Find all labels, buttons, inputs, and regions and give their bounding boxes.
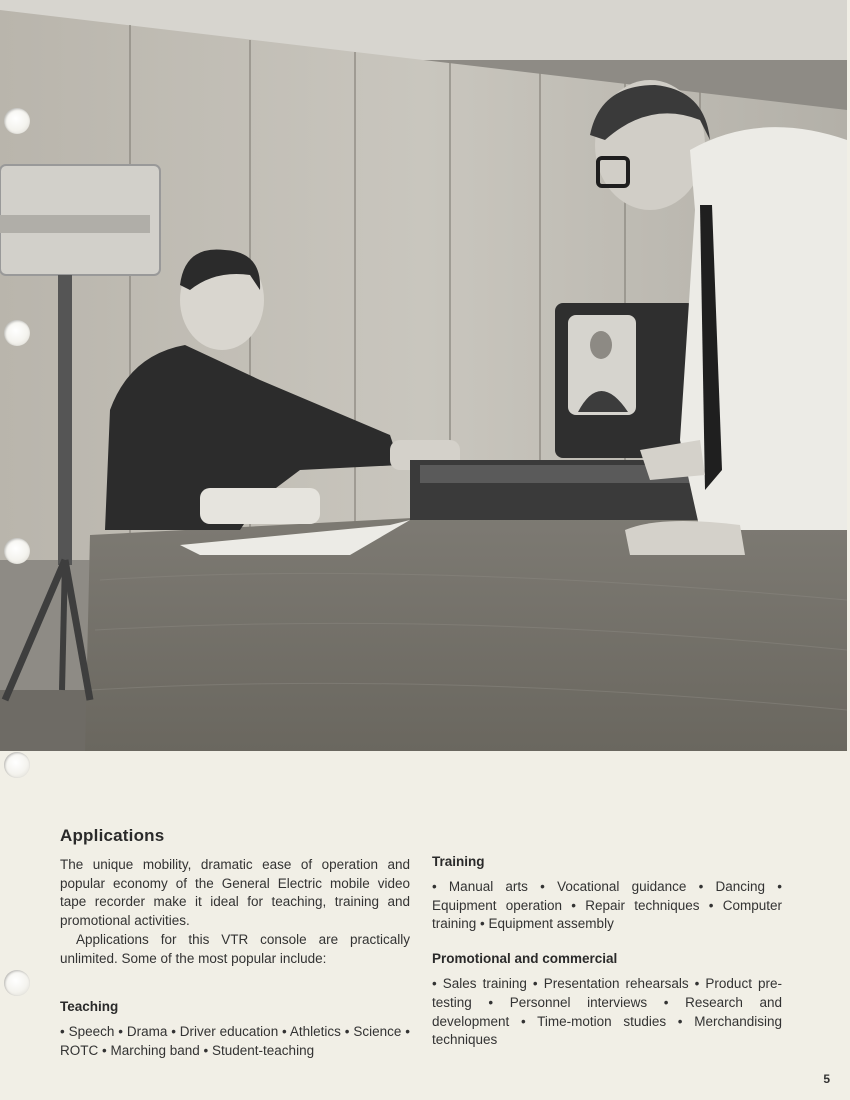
binder-hole — [4, 970, 30, 996]
binder-hole — [4, 320, 30, 346]
section-text-teaching: • Speech • Drama • Driver education • Athletics • Science • ROTC • Marching band • Student-teaching — [60, 1024, 410, 1058]
intro-paragraph-2: Applications for this VTR console are practically unlimited. Some of the most popular include: — [60, 931, 410, 966]
left-column — [60, 826, 410, 1061]
binder-hole — [4, 752, 30, 778]
right-column — [432, 854, 782, 1050]
section-title-training: Training — [432, 854, 485, 869]
section-title-teaching: Teaching — [60, 999, 119, 1015]
section-text-promotional: • Sales training • Presentation rehearsals • Product pre-testing • Personnel interviews • Research and development • Time-motion studies • Merchandising techniques — [432, 976, 782, 1048]
page-heading: Applications — [60, 826, 165, 845]
page-number: 5 — [823, 1072, 830, 1086]
binder-hole — [4, 538, 30, 564]
section-text-training: • Manual arts • Vocational guidance • Dancing • Equipment operation • Repair techniques • Computer training • Equipment assembly — [432, 879, 782, 932]
section-title-promotional: Promotional and commercial — [432, 951, 618, 967]
binder-hole — [4, 108, 30, 134]
intro-paragraph: The unique mobility, dramatic ease of operation and popular economy of the General Electric mobile video tape recorder make it ideal for teaching, training and promotional activities. — [60, 857, 410, 929]
